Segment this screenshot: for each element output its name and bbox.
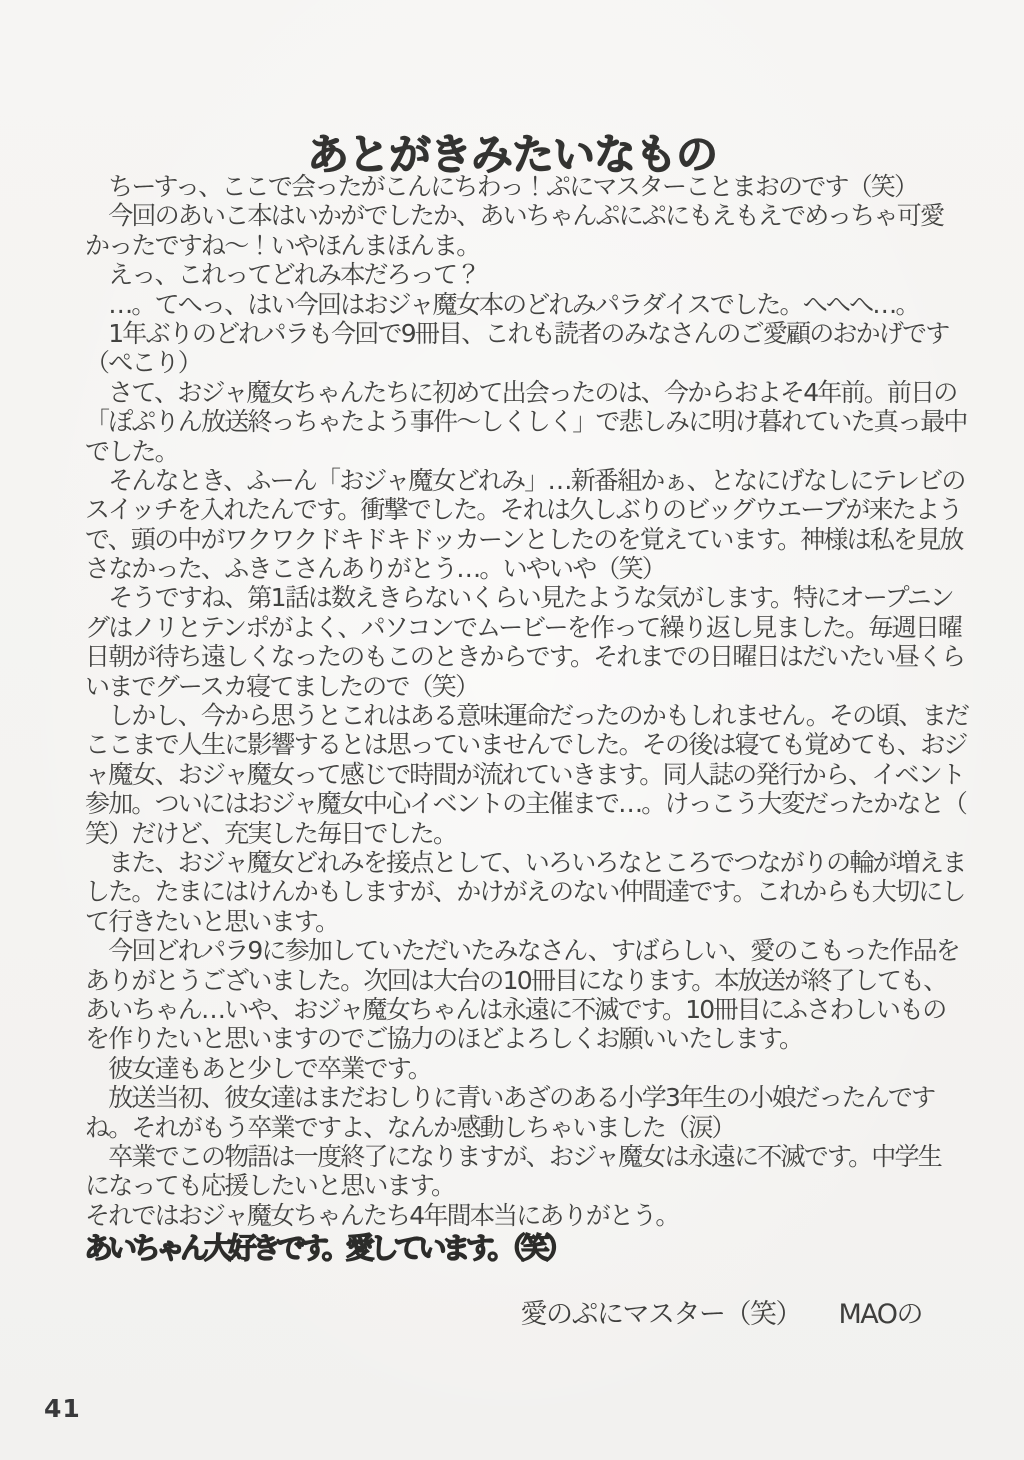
body-text-line: 放送当初、彼女達はまだおしりに青いあざのある小学3年生の小娘だったんです xyxy=(85,1083,935,1113)
body-text-line: になっても応援したいと思います。 xyxy=(85,1171,455,1201)
body-text-line: また、おジャ魔女どれみを接点として、いろいろなところでつながりの輪が増えま xyxy=(85,847,966,877)
body-text-line: ャ魔女、おジャ魔女って感じで時間が流れていきます。同人誌の発行から、イベント xyxy=(85,759,965,789)
body-text-line: スイッチを入れたんです。衝撃でした。それは久しぶりのビッグウエーブが来たよう xyxy=(85,495,962,525)
body-text-line: 彼女達もあと少しで卒業です。 xyxy=(85,1053,432,1083)
page-number: 41 xyxy=(44,1394,81,1423)
body-text-line: そんなとき、ふーん「おジャ魔女どれみ」…新番組かぁ、となにげなしにテレビの xyxy=(85,465,965,495)
body-text-line: （ぺこり） xyxy=(85,348,202,378)
body-text-line: を作りたいと思いますのでご協力のほどよろしくお願いいたします。 xyxy=(85,1024,803,1054)
closing-bold-line: あいちゃん大好きです。愛しています。（笑） xyxy=(84,1231,569,1265)
afterword-body xyxy=(85,172,969,1230)
body-text-line: 1年ぶりのどれパラも今回で9冊目、これも読者のみなさんのご愛顧のおかげです xyxy=(85,318,949,348)
body-text-line: さて、おジャ魔女ちゃんたちに初めて出会ったのは、今からおよそ4年前。前日の xyxy=(85,377,957,407)
body-text-line: 日朝が待ち遠しくなったのもこのときからです。それまでの日曜日はだいたい昼くら xyxy=(85,642,965,672)
body-text-line: 今回どれパラ9に参加していただいたみなさん、すばらしい、愛のこもった作品を xyxy=(85,936,960,966)
body-text-line: そうですね、第1話は数えきらないくらい見たような気がします。特にオープニン xyxy=(85,583,954,613)
body-text-line: グはノリとテンポがよく、パソコンでムービーを作って繰り返し見ました。毎週日曜 xyxy=(85,612,962,642)
body-text-line: で、頭の中がワクワクドキドキドッカーンとしたのを覚えています。神様は私を見放 xyxy=(85,524,963,554)
body-text-line: 「ぽぷりん放送終っちゃたよう事件～しくしく」で悲しみに明け暮れていた真っ最中 xyxy=(85,407,967,437)
body-text-line: しかし、今から思うとこれはある意味運命だったのかもしれません。その頃、まだ xyxy=(85,701,969,731)
page-title: あとがきみたいなもの xyxy=(306,130,717,180)
body-text-line: それではおジャ魔女ちゃんたち4年間本当にありがとう。 xyxy=(85,1200,679,1230)
body-text-line: 笑）だけど、充実した毎日でした。 xyxy=(85,818,457,848)
body-text-line: ちーすっ、ここで会ったがこんにちわっ！ぷにマスターことまおのです（笑） xyxy=(85,172,918,201)
body-text-line: かったですね～！いやほんまほんま。 xyxy=(85,230,480,260)
body-text-line: …。てへっ、はい今回はおジャ魔女本のどれみパラダイスでした。へへへ…。 xyxy=(85,289,919,319)
body-text-line: さなかった、ふきこさんありがとう…。いやいや（笑） xyxy=(85,554,666,584)
body-text-line: 参加。ついにはおジャ魔女中心イベントの主催まで…。けっこう大変だったかなと（ xyxy=(85,789,967,819)
body-text-line: あいちゃん…いや、おジャ魔女ちゃんは永遠に不滅です。10冊目にふさわしいもの xyxy=(85,994,946,1024)
body-text-line: て行きたいと思います。 xyxy=(85,906,339,936)
body-text-line: した。たまにはけんかもしますが、かけがえのない仲間達です。これからも大切にし xyxy=(85,877,965,907)
body-text-line: 卒業でこの物語は一度終了になりますが、おジャ魔女は永遠に不滅です。中学生 xyxy=(85,1141,941,1171)
body-text-line: ここまで人生に影響するとは思っていませんでした。その後は寝ても覚めても、おジ xyxy=(85,730,967,760)
body-text-line: 今回のあいこ本はいかがでしたか、あいちゃんぷにぷにもえもえでめっちゃ可愛 xyxy=(85,201,944,231)
body-text-line: いまでグースカ寝てましたので（笑） xyxy=(85,671,479,701)
body-text-line: ね。それがもう卒業ですよ、なんか感動しちゃいました（涙） xyxy=(85,1112,735,1142)
body-text-line: えっ、これってどれみ本だろって？ xyxy=(85,260,480,290)
author-signature: 愛のぷにマスター（笑） MAOの xyxy=(520,1299,922,1330)
body-text-line: ありがとうございました。次回は大台の10冊目になります。本放送が終了しても、 xyxy=(85,965,947,995)
body-text-line: でした。 xyxy=(85,436,178,466)
